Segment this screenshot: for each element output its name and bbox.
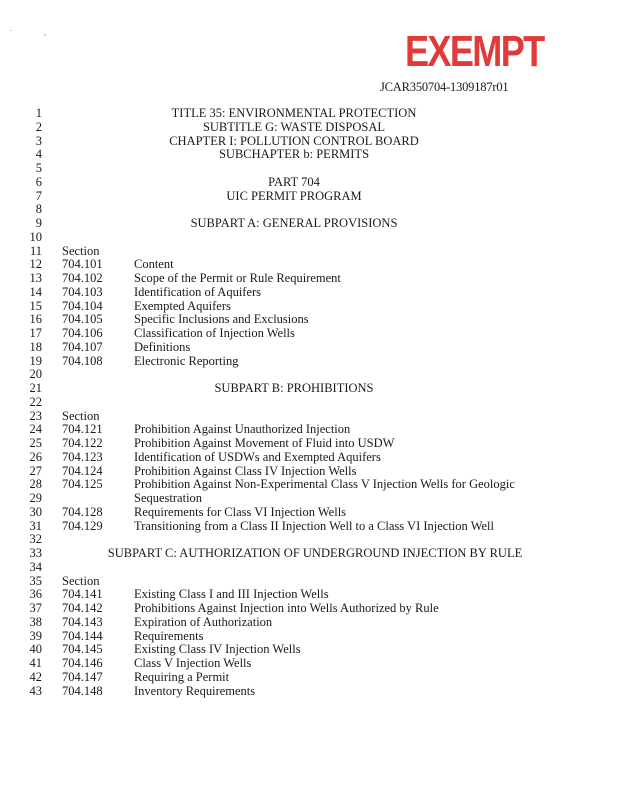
line-number: 10 bbox=[29, 229, 42, 244]
line-number: 42 bbox=[29, 669, 42, 684]
document-line bbox=[0, 671, 618, 685]
section-number: 704.105 bbox=[62, 312, 103, 327]
document-line bbox=[0, 396, 618, 410]
section-number: 704.107 bbox=[62, 339, 103, 354]
line-number: 41 bbox=[29, 656, 42, 670]
line-number: 14 bbox=[29, 284, 42, 299]
document-line bbox=[0, 162, 618, 176]
section-number: 704.148 bbox=[62, 683, 103, 698]
heading-text: SUBTITLE G: WASTE DISPOSAL bbox=[202, 119, 386, 134]
line-number: 24 bbox=[29, 422, 42, 437]
line-number: 27 bbox=[29, 463, 42, 478]
heading-text: SUBPART B: PROHIBITIONS bbox=[214, 381, 374, 395]
line-number: 13 bbox=[29, 271, 42, 285]
section-number: 704.102 bbox=[62, 271, 103, 285]
section-title: Specific Inclusions and Exclusions bbox=[134, 312, 309, 327]
section-number: 704.144 bbox=[62, 628, 103, 643]
document-line bbox=[0, 616, 618, 630]
document-line bbox=[0, 121, 618, 135]
section-title: Prohibition Against Unauthorized Injection bbox=[134, 422, 351, 437]
line-number: 31 bbox=[29, 518, 42, 533]
line-number: 7 bbox=[35, 188, 42, 203]
section-title: Prohibitions Against Injection into Wells Authorized by Rule bbox=[134, 601, 439, 615]
section-title: Identification of USDWs and Exempted Aquifers bbox=[134, 449, 381, 464]
section-number: Section bbox=[62, 573, 100, 588]
document-line bbox=[0, 561, 618, 575]
document-line bbox=[0, 588, 618, 602]
section-number: 704.101 bbox=[62, 257, 103, 272]
document-line bbox=[0, 492, 618, 506]
section-title: Existing Class IV Injection Wells bbox=[134, 642, 301, 657]
section-title: Inventory Requirements bbox=[134, 683, 256, 698]
section-number: 704.147 bbox=[62, 669, 103, 684]
line-number: 9 bbox=[35, 216, 42, 230]
section-number: Section bbox=[62, 408, 100, 423]
document-line bbox=[0, 630, 618, 644]
document-line bbox=[0, 107, 618, 121]
section-title: Sequestration bbox=[134, 491, 203, 505]
line-number: 3 bbox=[35, 133, 42, 148]
heading-text: TITLE 35: ENVIRONMENTAL PROTECTION bbox=[171, 106, 417, 120]
section-title: Transitioning from a Class II Injection Well to a Class VI Injection Well bbox=[134, 518, 494, 533]
section-title: Exempted Aquifers bbox=[134, 298, 231, 313]
document-line bbox=[0, 313, 618, 327]
document-line bbox=[0, 258, 618, 272]
document-line bbox=[0, 217, 618, 231]
section-number: 704.108 bbox=[62, 353, 103, 368]
line-number: 6 bbox=[35, 174, 42, 189]
line-number: 20 bbox=[29, 367, 42, 382]
margin-mark: . bbox=[10, 24, 12, 33]
document-line bbox=[0, 368, 618, 382]
document-line bbox=[0, 520, 618, 534]
section-number: 704.129 bbox=[62, 518, 103, 533]
section-number: 704.123 bbox=[62, 449, 103, 464]
document-line bbox=[0, 547, 618, 561]
document-line bbox=[0, 575, 618, 589]
document-line bbox=[0, 231, 618, 245]
section-title: Definitions bbox=[134, 339, 191, 354]
line-number: 8 bbox=[35, 202, 42, 217]
line-number: 17 bbox=[29, 326, 42, 340]
document-line bbox=[0, 657, 618, 671]
document-line bbox=[0, 643, 618, 657]
section-title: Expiration of Authorization bbox=[134, 614, 273, 629]
document-line bbox=[0, 685, 618, 699]
line-number: 18 bbox=[29, 339, 42, 354]
document-line bbox=[0, 410, 618, 424]
section-number: 704.141 bbox=[62, 587, 103, 602]
line-number: 4 bbox=[35, 147, 42, 162]
exempt-stamp: EXEMPT bbox=[405, 27, 544, 76]
document-line bbox=[0, 506, 618, 520]
document-line bbox=[0, 190, 618, 204]
document-line bbox=[0, 533, 618, 547]
line-number: 5 bbox=[35, 161, 42, 175]
line-number: 29 bbox=[29, 491, 42, 505]
line-number: 12 bbox=[29, 257, 42, 272]
line-number: 11 bbox=[29, 243, 42, 258]
line-number: 32 bbox=[29, 532, 42, 547]
line-number: 15 bbox=[29, 298, 42, 313]
section-number: 704.104 bbox=[62, 298, 103, 313]
document-line bbox=[0, 300, 618, 314]
margin-mark: , bbox=[44, 28, 46, 37]
line-number: 22 bbox=[29, 394, 42, 409]
document-line bbox=[0, 355, 618, 369]
heading-text: SUBPART A: GENERAL PROVISIONS bbox=[190, 216, 398, 230]
document-line bbox=[0, 286, 618, 300]
section-title: Class V Injection Wells bbox=[134, 656, 252, 670]
document-line bbox=[0, 341, 618, 355]
document-line bbox=[0, 382, 618, 396]
line-number: 37 bbox=[29, 601, 42, 615]
line-number: 30 bbox=[29, 504, 42, 519]
line-number: 25 bbox=[29, 436, 42, 450]
section-number: 704.121 bbox=[62, 422, 103, 437]
document-line bbox=[0, 203, 618, 217]
heading-text: PART 704 bbox=[268, 174, 320, 189]
line-number: 38 bbox=[29, 614, 42, 629]
section-title: Classification of Injection Wells bbox=[134, 326, 295, 340]
line-number: 39 bbox=[29, 628, 42, 643]
document-line bbox=[0, 272, 618, 286]
line-number: 26 bbox=[29, 449, 42, 464]
line-number: 2 bbox=[35, 119, 42, 134]
document-id: JCAR350704-1309187r01 bbox=[380, 80, 509, 94]
heading-text: SUBCHAPTER b: PERMITS bbox=[218, 147, 370, 162]
heading-text: UIC PERMIT PROGRAM bbox=[226, 188, 362, 203]
section-number: 704.145 bbox=[62, 642, 103, 657]
line-number: 21 bbox=[29, 381, 42, 395]
section-number: 704.146 bbox=[62, 656, 103, 670]
heading-text: CHAPTER I: POLLUTION CONTROL BOARD bbox=[169, 133, 419, 148]
line-number: 35 bbox=[29, 573, 42, 588]
document-line bbox=[0, 148, 618, 162]
line-number: 19 bbox=[29, 353, 42, 368]
section-title: Existing Class I and III Injection Wells bbox=[134, 587, 329, 602]
section-number: 704.122 bbox=[62, 436, 103, 450]
section-title: Requirements for Class VI Injection Wells bbox=[134, 504, 347, 519]
document-line bbox=[0, 176, 618, 190]
line-number: 1 bbox=[35, 106, 42, 120]
section-title: Identification of Aquifers bbox=[134, 284, 262, 299]
section-number: 704.125 bbox=[62, 477, 103, 492]
document-body bbox=[0, 107, 618, 698]
line-number: 28 bbox=[29, 477, 42, 492]
section-title: Scope of the Permit or Rule Requirement bbox=[134, 271, 341, 285]
section-title: Electronic Reporting bbox=[134, 353, 239, 368]
document-line bbox=[0, 478, 618, 492]
document-line bbox=[0, 423, 618, 437]
section-title: Prohibition Against Non-Experimental Class V Injection Wells for Geologic bbox=[134, 477, 515, 492]
document-line bbox=[0, 135, 618, 149]
section-title: Content bbox=[134, 257, 174, 272]
section-number: 704.103 bbox=[62, 284, 103, 299]
document-line bbox=[0, 602, 618, 616]
section-number: Section bbox=[62, 243, 100, 258]
line-number: 23 bbox=[29, 408, 42, 423]
line-number: 33 bbox=[29, 546, 42, 560]
heading-text: SUBPART C: AUTHORIZATION OF UNDERGROUND INJECTION BY RULE bbox=[107, 546, 523, 560]
line-number: 36 bbox=[29, 587, 42, 602]
section-number: 704.124 bbox=[62, 463, 103, 478]
document-line bbox=[0, 327, 618, 341]
document-line bbox=[0, 437, 618, 451]
document-line bbox=[0, 451, 618, 465]
line-number: 43 bbox=[29, 683, 42, 698]
section-title: Prohibition Against Movement of Fluid into USDW bbox=[134, 436, 395, 450]
section-number: 704.143 bbox=[62, 614, 103, 629]
document-line bbox=[0, 245, 618, 259]
section-title: Requirements bbox=[134, 628, 204, 643]
line-number: 16 bbox=[29, 312, 42, 327]
section-number: 704.142 bbox=[62, 601, 103, 615]
section-title: Requiring a Permit bbox=[134, 669, 230, 684]
section-number: 704.106 bbox=[62, 326, 103, 340]
document-line bbox=[0, 465, 618, 479]
line-number: 40 bbox=[29, 642, 42, 657]
line-number: 34 bbox=[29, 559, 42, 574]
section-title: Prohibition Against Class IV Injection Wells bbox=[134, 463, 357, 478]
section-number: 704.128 bbox=[62, 504, 103, 519]
